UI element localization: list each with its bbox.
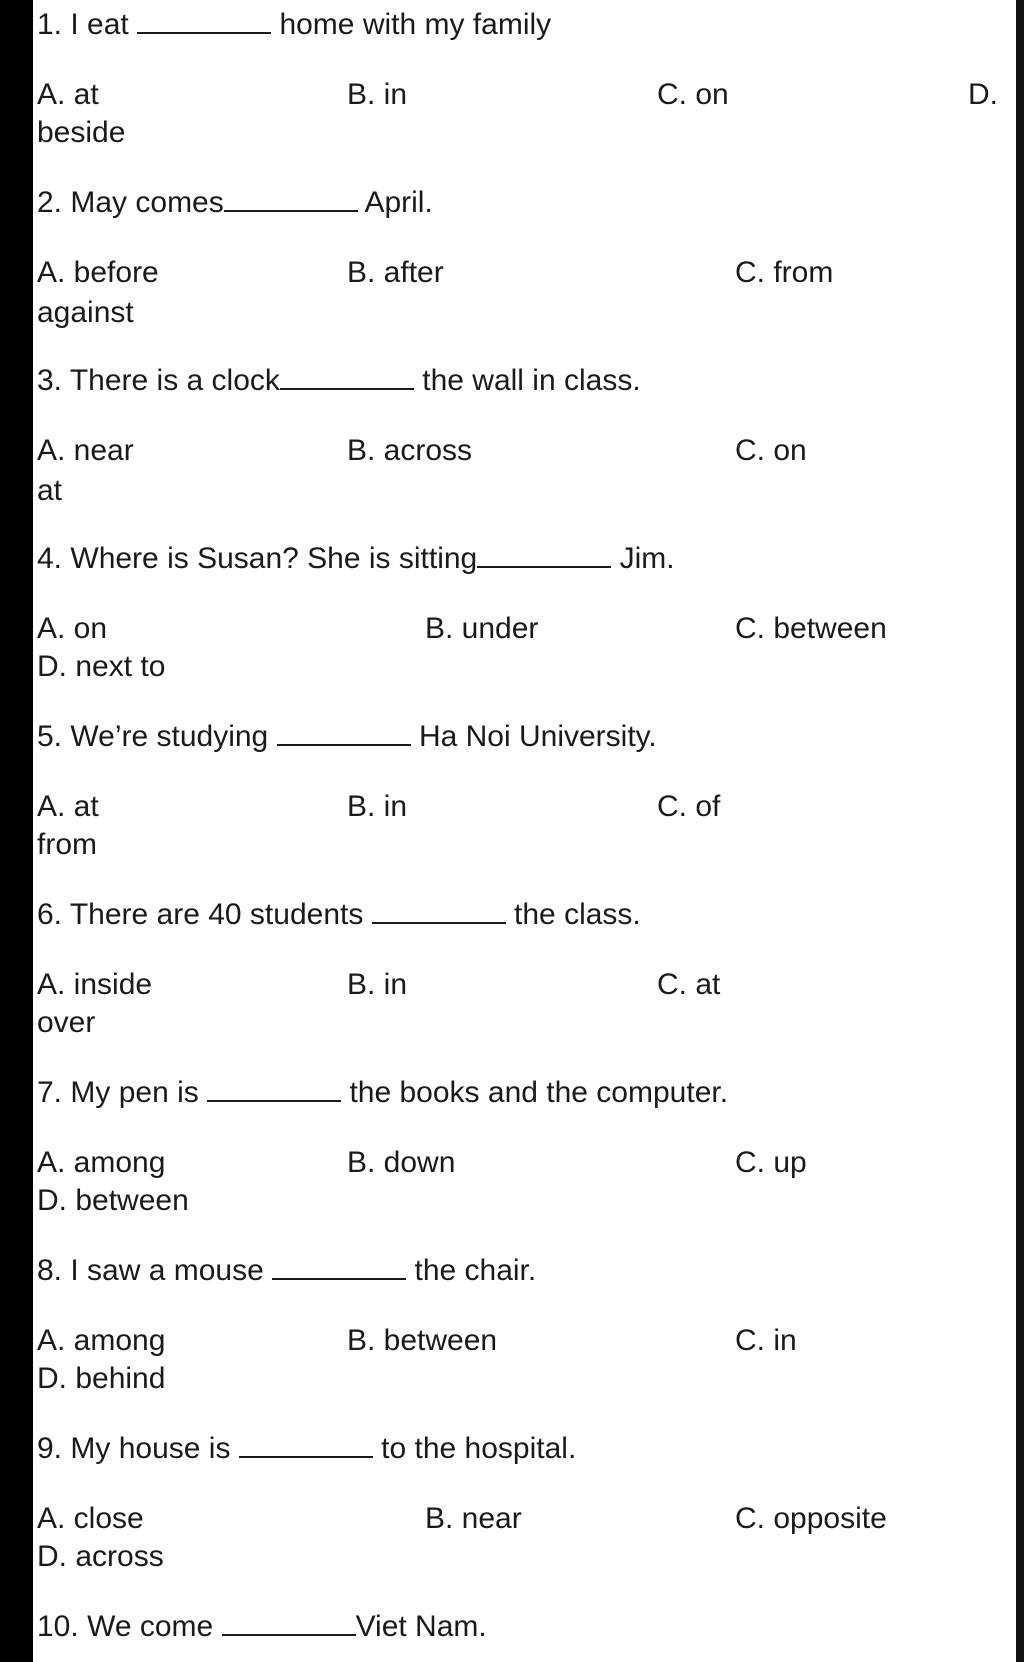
question-6: 6. There are 40 students the class. — [37, 898, 641, 931]
option-b: B. down — [347, 1146, 456, 1179]
option-d: D. behind — [37, 1362, 166, 1395]
option-d: at — [37, 474, 63, 507]
option-b: B. under — [425, 612, 539, 645]
question-10: 10. We come Viet Nam. — [37, 1610, 487, 1643]
option-b: B. across — [347, 434, 473, 467]
option-c: C. opposite — [735, 1502, 887, 1535]
question-9: 9. My house is to the hospital. — [37, 1432, 577, 1465]
option-c: C. of — [657, 790, 721, 823]
option-a: A. among — [37, 1146, 166, 1179]
answer-blank — [372, 900, 506, 924]
option-a: A. near — [37, 434, 134, 467]
option-a: A. at — [37, 78, 99, 111]
answer-blank — [239, 1434, 373, 1458]
answer-blank — [222, 1612, 356, 1636]
option-c: C. on — [657, 78, 729, 111]
option-c: C. up — [735, 1146, 807, 1179]
question-7: 7. My pen is the books and the computer. — [37, 1076, 729, 1109]
option-b: B. near — [425, 1502, 522, 1535]
option-c: C. between — [735, 612, 887, 645]
option-d: beside — [37, 116, 126, 149]
page-edge — [1016, 0, 1024, 1662]
option-d: against — [37, 296, 134, 329]
worksheet-page — [33, 0, 1016, 1662]
question-5: 5. We’re studying Ha Noi University. — [37, 720, 657, 753]
option-a: A. among — [37, 1324, 166, 1357]
answer-blank — [477, 544, 611, 568]
answer-blank — [277, 722, 411, 746]
question-4: 4. Where is Susan? She is sitting Jim. — [37, 542, 675, 575]
option-d-letter: D. — [968, 78, 998, 111]
option-b: B. in — [347, 790, 408, 823]
answer-blank — [137, 10, 271, 34]
option-c: C. at — [657, 968, 721, 1001]
option-b: B. after — [347, 256, 444, 289]
option-d: over — [37, 1006, 96, 1039]
option-a: A. before — [37, 256, 159, 289]
option-b: B. between — [347, 1324, 498, 1357]
question-3: 3. There is a clock the wall in class. — [37, 364, 641, 397]
question-2: 2. May comes April. — [37, 186, 433, 219]
answer-blank — [280, 366, 414, 390]
option-a: A. close — [37, 1502, 144, 1535]
option-a: A. on — [37, 612, 108, 645]
option-a: A. inside — [37, 968, 153, 1001]
answer-blank — [207, 1078, 341, 1102]
answer-blank — [272, 1256, 406, 1280]
question-8: 8. I saw a mouse the chair. — [37, 1254, 537, 1287]
option-d: D. next to — [37, 650, 166, 683]
question-1: 1. I eat home with my family — [37, 8, 552, 41]
option-d: D. across — [37, 1540, 164, 1573]
option-b: B. in — [347, 968, 408, 1001]
option-c: C. in — [735, 1324, 797, 1357]
option-c: C. from — [735, 256, 834, 289]
option-d: from — [37, 828, 97, 861]
option-c: C. on — [735, 434, 807, 467]
option-b: B. in — [347, 78, 408, 111]
option-a: A. at — [37, 790, 99, 823]
answer-blank — [224, 188, 358, 212]
option-d: D. between — [37, 1184, 189, 1217]
